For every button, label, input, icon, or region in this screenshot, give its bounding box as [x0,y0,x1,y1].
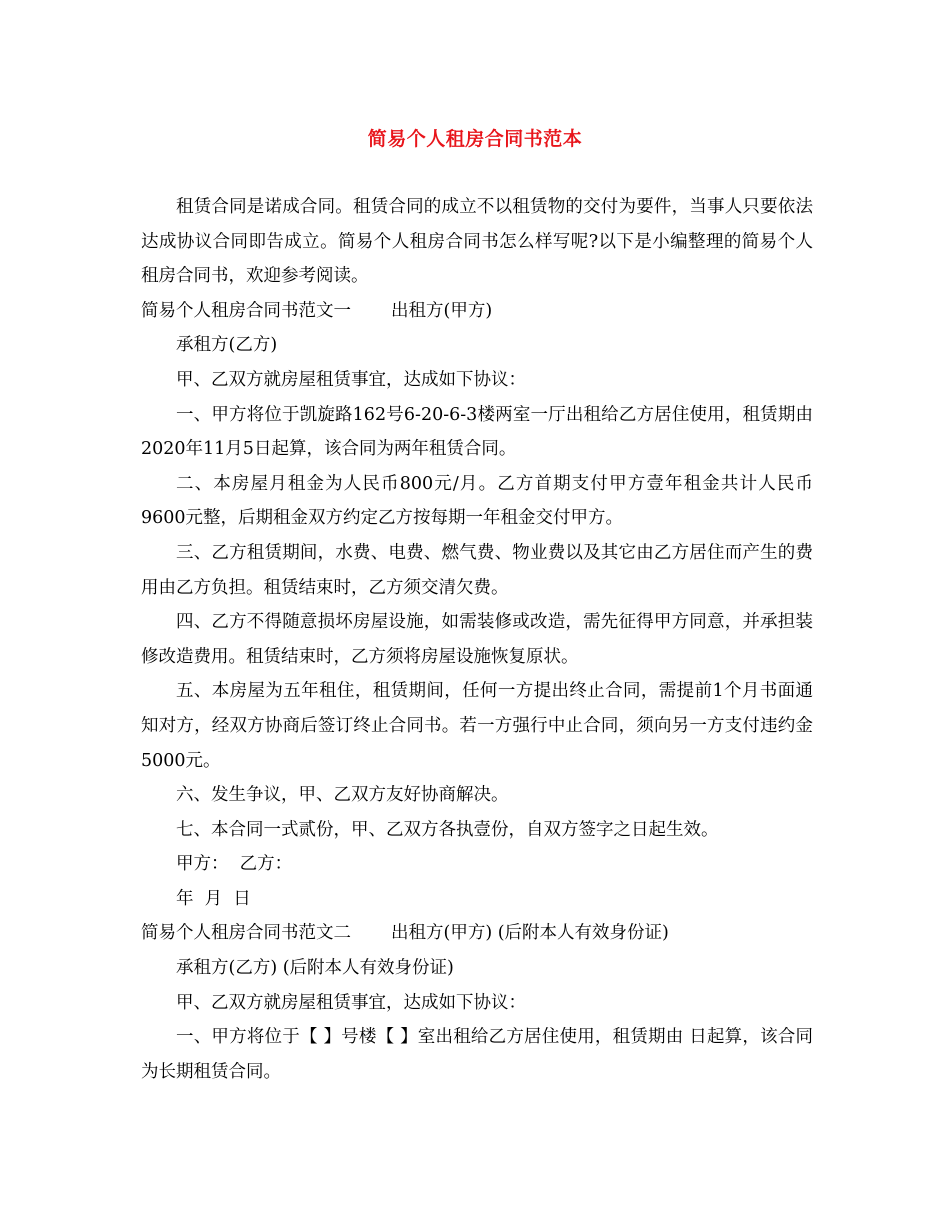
sample2-agreement: 甲、乙双方就房屋租赁事宜，达成如下协议： [176,992,526,1013]
intro-paragraph: 租赁合同是诺成合同。租赁合同的成立不以租赁物的交付为要件，当事人只要依法达成协议合同即告成立。简易个人租房合同书怎么样写呢?以下是小编整理的简易个人租房合同书，欢迎参考阅读。 [141,197,813,287]
sample1-clause-6: 六、发生争议，甲、乙双方友好协商解决。 [176,785,509,806]
sample2-lessee: 承租方(乙方) (后附本人有效身份证) [176,958,454,979]
sample1-clause-7: 七、本合同一式贰份，甲、乙双方各执壹份，自双方签字之日起生效。 [176,819,719,840]
sample1-heading: 简易个人租房合同书范文一 [141,300,351,321]
sample2-heading-line [141,916,813,951]
sample1-date: 年 月 日 [176,888,251,909]
sample1-clause-4: 四、乙方不得随意损坏房屋设施，如需装修或改造，需先征得甲方同意，并承担装修改造费用。租赁结束时，乙方须将房屋设施恢复原状。 [141,612,813,667]
sample1-signature: 甲方： 乙方： [176,854,293,875]
sample1-clause-2: 二、本房屋月租金为人民币800元/月。乙方首期支付甲方壹年租金共计人民币9600元整，后期租金双方约定乙方按每期一年租金交付甲方。 [141,473,813,529]
sample1-heading-line [141,294,813,329]
sample1-clause-5: 五、本房屋为五年租住，租赁期间，任何一方提出终止合同，需提前1个月书面通知对方，经双方协商后签订终止合同书。若一方强行中止合同，须向另一方支付违约金5000元。 [141,681,813,771]
sample2-clause-1: 一、甲方将位于【 】号楼【 】室出租给乙方居住使用，租赁期由 日起算，该合同为长期租赁合同。 [141,1027,813,1082]
sample1-clause-1: 一、甲方将位于凯旋路162号6-20-6-3楼两室一厅出租给乙方居住使用，租赁期由2020年11月5日起算，该合同为两年租赁合同。 [141,404,813,460]
sample1-clause-3: 三、乙方租赁期间，水费、电费、燃气费、物业费以及其它由乙方居住而产生的费用由乙方负担。租赁结束时，乙方须交清欠费。 [141,542,813,598]
sample1-lessor: 出租方(甲方) [391,300,493,321]
sample2-lessor: 出租方(甲方) (后附本人有效身份证) [391,923,669,944]
document-body [141,190,813,1089]
document-title: 简易个人租房合同书范本 [367,128,583,150]
sample1-agreement: 甲、乙双方就房屋租赁事宜，达成如下协议： [176,369,526,390]
sample1-lessee: 承租方(乙方) [176,335,278,356]
sample2-heading: 简易个人租房合同书范文二 [141,923,351,944]
